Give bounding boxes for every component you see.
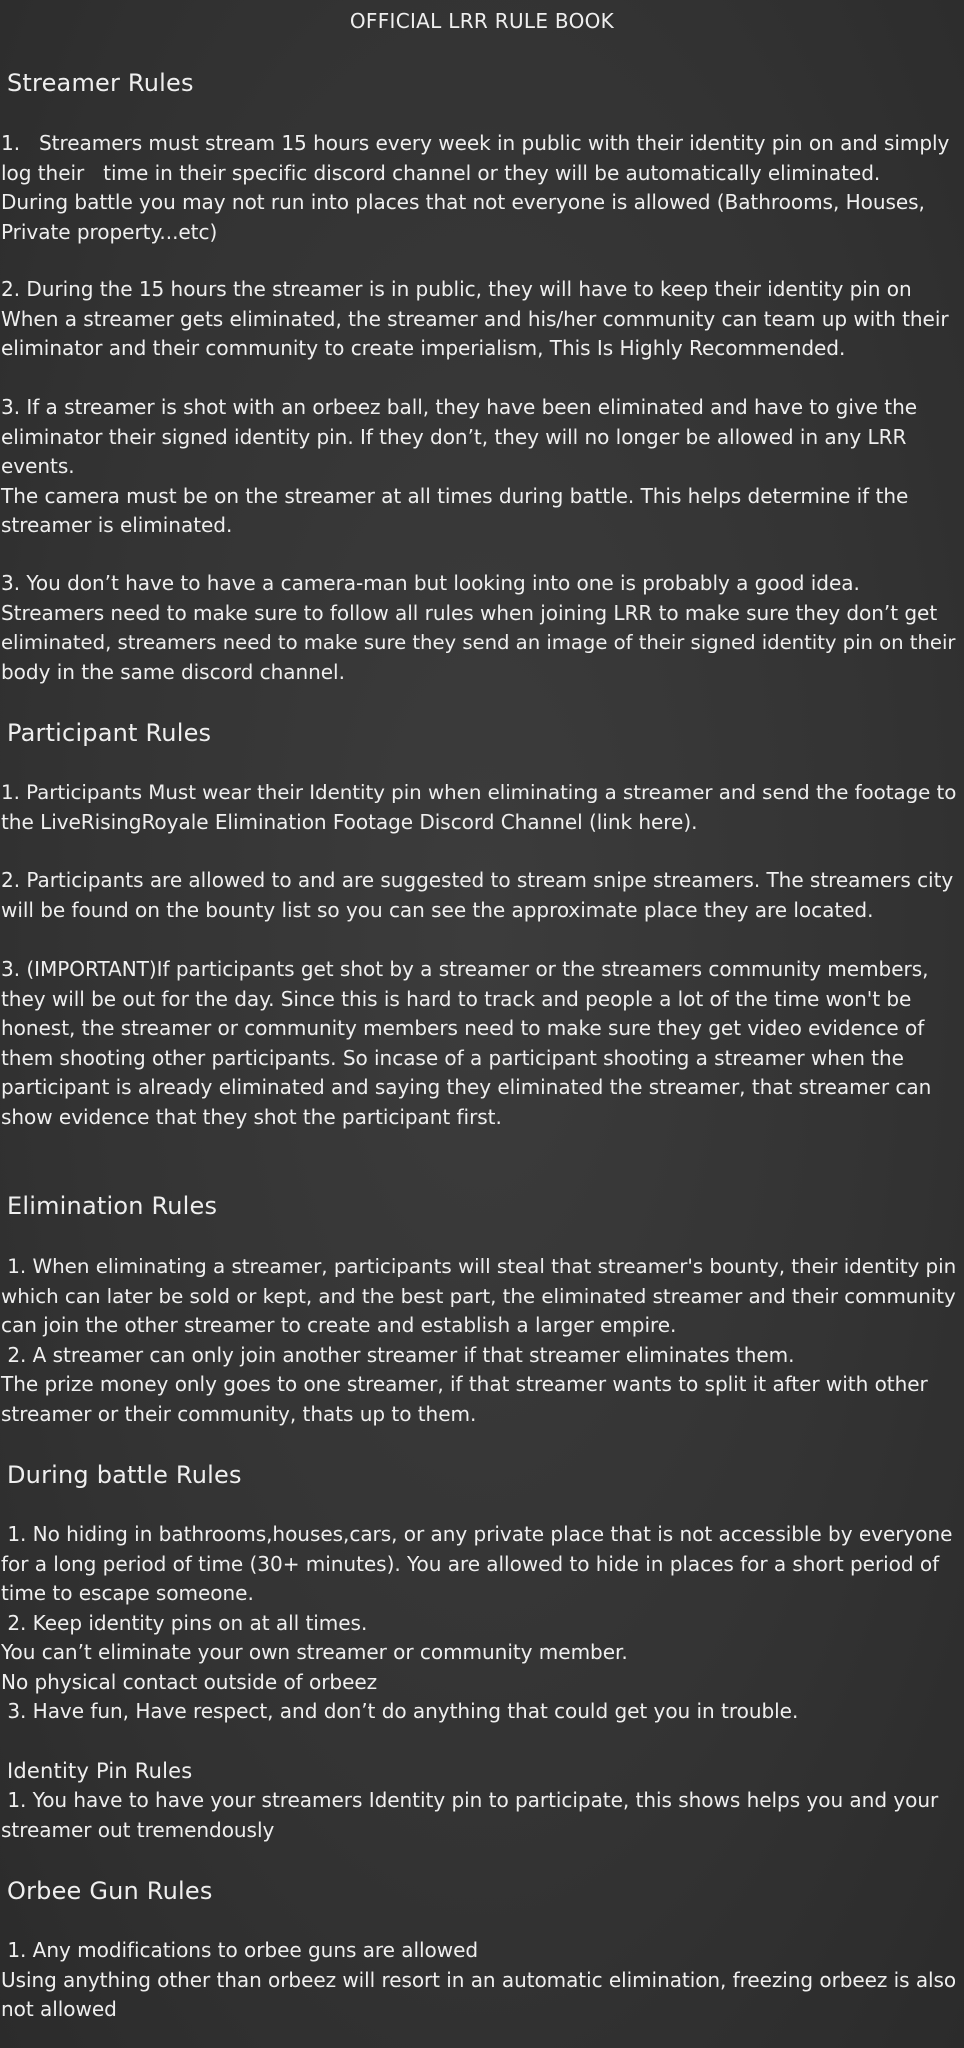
document-title: OFFICIAL LRR RULE BOOK <box>349 9 615 33</box>
text-line: 2. Keep identity pins on at all times. <box>1 1610 368 1635</box>
text-line: When a streamer gets eliminated, the streamer and his/her community can team up with their <box>1 306 949 331</box>
text-line: streamer is eliminated. <box>1 513 233 537</box>
text-line: You can’t eliminate your own streamer or community member. <box>1 1640 628 1664</box>
text-line: can join the other streamer to create and establish a larger empire. <box>1 1313 677 1337</box>
text-line: participant is already eliminated and saying they eliminated the streamer, that streamer can <box>1 1075 932 1099</box>
streamer-rule-1 <box>1 129 963 247</box>
text-line: 2. A streamer can only join another streamer if that streamer eliminates them. <box>1 1342 795 1367</box>
text-line: 2. Participants are allowed to and are suggested to stream snipe streamers. The streamers city <box>1 868 954 892</box>
participant-rule-3 <box>1 955 963 1132</box>
text-line: 1. Any modifications to orbee guns are allowed <box>1 1938 479 1962</box>
text-line: not allowed <box>1 1997 117 2021</box>
text-line: 3. Have fun, Have respect, and don’t do anything that could get you in trouble. <box>1 1699 799 1723</box>
text-line: honest, the streamer or community members need to make sure they get video evidence of <box>1 1016 925 1040</box>
text-line: for a long period of time (30+ minutes). You are allowed to hide in places for a short period of <box>1 1551 940 1576</box>
text-line: events. <box>1 454 75 478</box>
text-line: The prize money only goes to one streamer, if that streamer wants to split it after with other <box>1 1372 928 1396</box>
text-line: show evidence that they shot the participant first. <box>1 1104 502 1129</box>
text-line: Streamers need to make sure to follow all rules when joining LRR to make sure they don’t get <box>1 600 938 625</box>
text-line: eliminator and their community to create imperialism, This Is Highly Recommended. <box>1 336 846 360</box>
text-line: eliminated, streamers need to make sure they send an image of their signed identity pin on their <box>1 631 956 654</box>
text-line: time to escape someone. <box>1 1581 254 1605</box>
section-heading-identity: Identity Pin Rules <box>7 1759 193 1783</box>
text-line: which can later be sold or kept, and the best part, the eliminated streamer and their community <box>1 1284 956 1308</box>
text-line: eliminator their signed identity pin. If they don’t, they will no longer be allowed in any LRR <box>1 424 907 449</box>
section-heading-orbee: Orbee Gun Rules <box>7 1877 213 1905</box>
section-heading-participant: Participant Rules <box>7 719 212 747</box>
text-line: 1. You have to have your streamers Identity pin to participate, this shows helps you and your <box>1 1788 939 1812</box>
streamer-rule-2 <box>1 275 963 364</box>
identity-rules <box>1 1786 963 1845</box>
text-line: Private property...etc) <box>1 219 218 244</box>
text-line: the LiveRisingRoyale Elimination Footage Discord Channel (link here). <box>1 809 698 834</box>
text-line: 1. When eliminating a streamer, participants will steal that streamer's bounty, their identity pin <box>1 1255 957 1278</box>
streamer-rule-3 <box>1 393 963 541</box>
section-heading-elimination: Elimination Rules <box>7 1192 218 1220</box>
battle-rules <box>1 1520 963 1727</box>
streamer-rule-3b <box>1 569 963 687</box>
text-line: they will be out for the day. Since this is hard to track and people a lot of the time won't be <box>1 986 912 1011</box>
text-line: 1. No hiding in bathrooms,houses,cars, or any private place that is not accessible by everyone <box>1 1522 953 1546</box>
text-line: 3. If a streamer is shot with an orbeez ball, they have been eliminated and have to give the <box>1 395 918 419</box>
section-heading-battle: During battle Rules <box>7 1461 242 1489</box>
text-line: 1. Participants Must wear their Identity pin when eliminating a streamer and send the footage to <box>1 781 957 804</box>
elimination-rules <box>1 1252 963 1429</box>
section-heading-streamer: Streamer Rules <box>7 69 194 97</box>
text-line: streamer out tremendously <box>1 1817 275 1842</box>
text-line: 1. Streamers must stream 15 hours every week in public with their identity pin on and simply <box>1 131 950 155</box>
participant-rule-1 <box>1 778 963 837</box>
text-line: will be found on the bounty list so you can see the approximate place they are located. <box>1 897 874 922</box>
orbee-rules <box>1 1936 963 2025</box>
text-line: 3. You don’t have to have a camera-man but looking into one is probably a good idea. <box>1 571 860 595</box>
text-line: streamer or their community, thats up to them. <box>1 1401 477 1426</box>
text-line: The camera must be on the streamer at all times during battle. This helps determine if the <box>1 483 909 508</box>
text-line: 3. (IMPORTANT)If participants get shot by a streamer or the streamers community members, <box>1 957 929 981</box>
participant-rule-2 <box>1 866 963 925</box>
text-line: During battle you may not run into places that not everyone is allowed (Bathrooms, Houses, <box>1 190 925 214</box>
text-line: body in the same discord channel. <box>1 659 345 684</box>
text-line: them shooting other participants. So incase of a participant shooting a streamer when the <box>1 1045 904 1070</box>
text-line: No physical contact outside of orbeez <box>1 1669 378 1694</box>
text-line: Using anything other than orbeez will resort in an automatic elimination, freezing orbeez is also <box>1 1967 957 1992</box>
text-line: 2. During the 15 hours the streamer is in public, they will have to keep their identity pin on <box>1 277 912 301</box>
text-line: log their time in their specific discord channel or they will be automatically eliminated. <box>1 160 881 185</box>
